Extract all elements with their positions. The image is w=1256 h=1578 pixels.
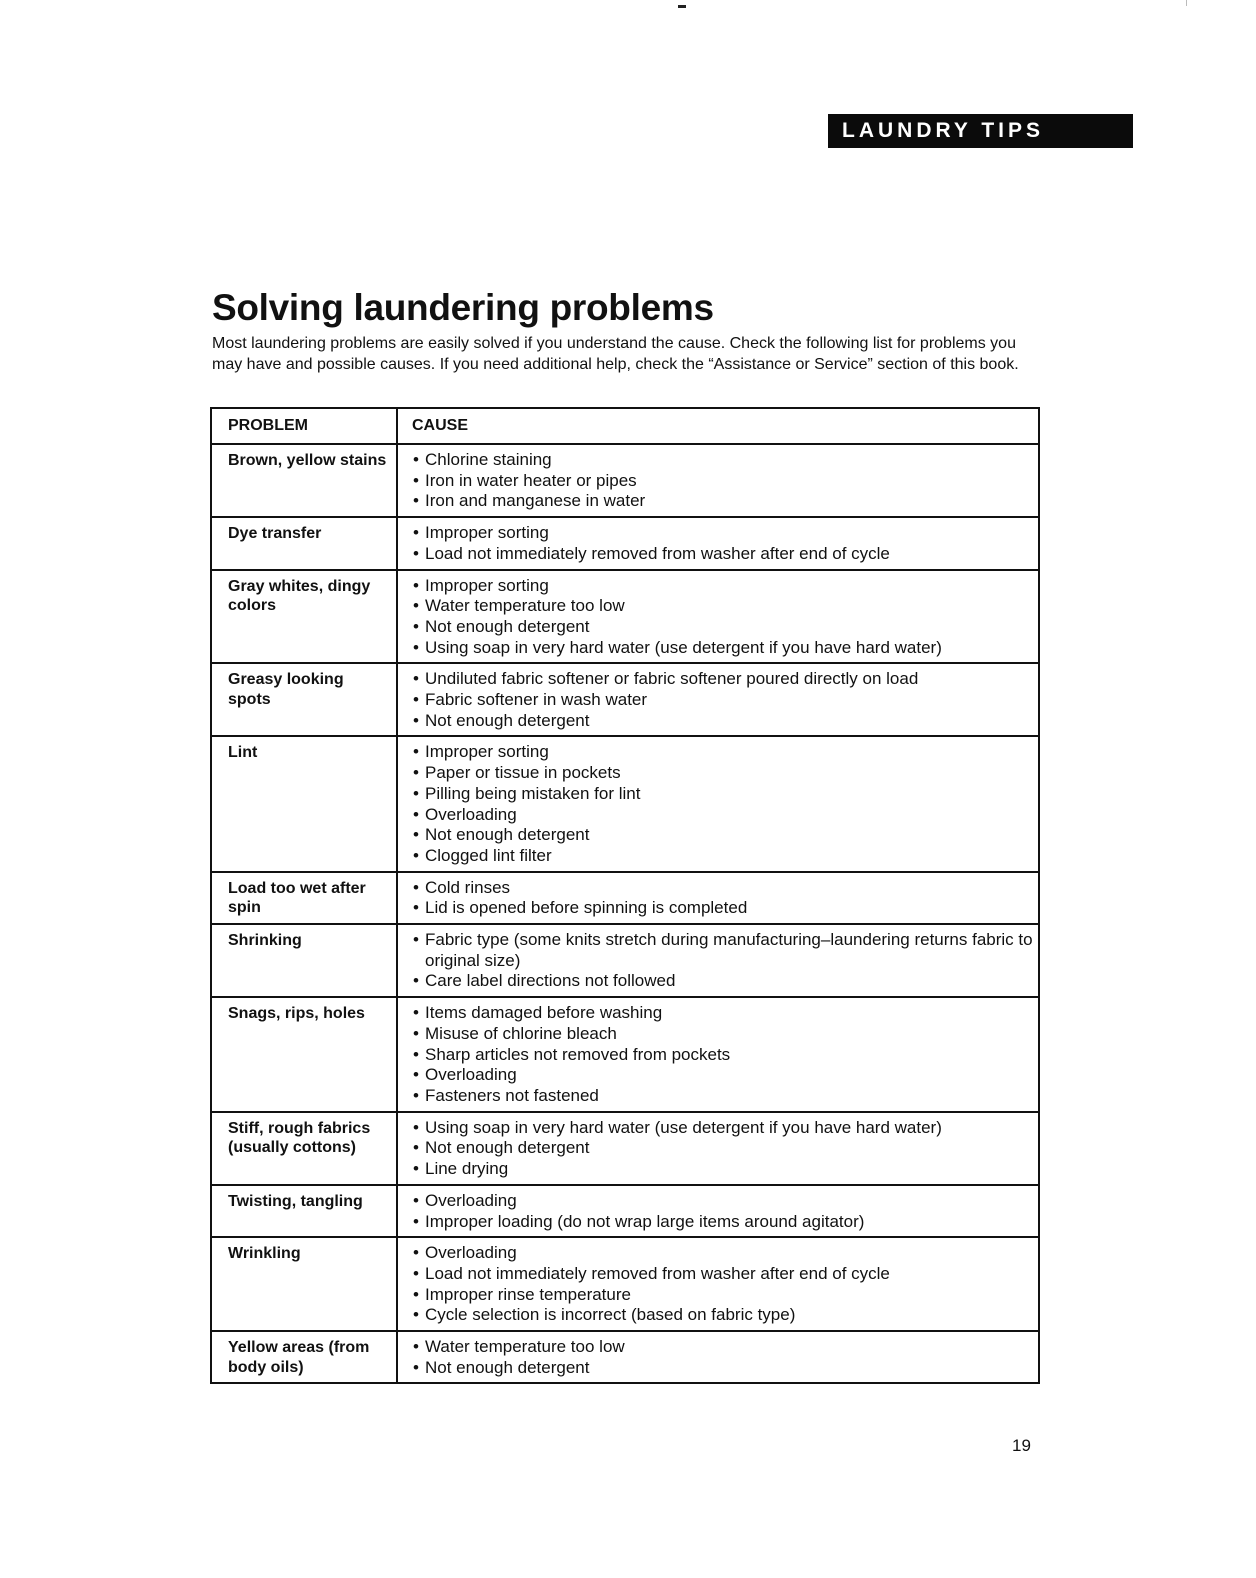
cause-item: • Improper sorting xyxy=(413,576,1034,597)
cause-cell xyxy=(397,736,1039,871)
cause-column-header: CAUSE xyxy=(397,408,1039,444)
cause-cell xyxy=(397,1112,1039,1185)
cause-cell xyxy=(397,1237,1039,1331)
cause-item: • Overloading xyxy=(413,1191,1034,1212)
problem-cell: Shrinking xyxy=(211,924,397,997)
problem-cell: Gray whites, dingy colors xyxy=(211,570,397,664)
cause-cell xyxy=(397,1331,1039,1383)
cause-item: • Overloading xyxy=(413,1243,1034,1264)
cause-item: • Not enough detergent xyxy=(413,711,1034,732)
problem-cell: Twisting, tangling xyxy=(211,1185,397,1237)
cause-item: • Iron in water heater or pipes xyxy=(413,471,1034,492)
scan-mark xyxy=(1186,0,1187,6)
problem-cell: Brown, yellow stains xyxy=(211,444,397,517)
cause-list xyxy=(413,930,1034,992)
cause-cell xyxy=(397,517,1039,569)
problem-cell: Greasy looking spots xyxy=(211,663,397,736)
cause-item: • Water temperature too low xyxy=(413,1337,1034,1358)
table-row xyxy=(211,444,1039,517)
cause-item: • Cycle selection is incorrect (based on fabric type) xyxy=(413,1305,1034,1326)
cause-cell xyxy=(397,1185,1039,1237)
cause-item: • Chlorine staining xyxy=(413,450,1034,471)
cause-item: • Lid is opened before spinning is completed xyxy=(413,898,1034,919)
cause-list xyxy=(413,523,1034,564)
table-row xyxy=(211,663,1039,736)
cause-list xyxy=(413,742,1034,866)
cause-cell xyxy=(397,997,1039,1112)
cause-list xyxy=(413,576,1034,659)
table-row xyxy=(211,736,1039,871)
cause-list xyxy=(413,878,1034,919)
cause-item: • Not enough detergent xyxy=(413,617,1034,638)
cause-item: • Load not immediately removed from washer after end of cycle xyxy=(413,544,1034,565)
cause-list xyxy=(413,1003,1034,1107)
problem-cell: Dye transfer xyxy=(211,517,397,569)
cause-cell xyxy=(397,570,1039,664)
problem-cell: Lint xyxy=(211,736,397,871)
table-header-row xyxy=(211,408,1039,444)
intro-paragraph: Most laundering problems are easily solved if you understand the cause. Check the following list for problems you may have and possible causes. If you need additional help, check the “Assistance or Service” section of this book. xyxy=(212,335,1019,373)
cause-item: • Items damaged before washing xyxy=(413,1003,1034,1024)
page-title: Solving laundering problems xyxy=(212,287,714,328)
cause-item: • Cold rinses xyxy=(413,878,1034,899)
cause-item: • Iron and manganese in water xyxy=(413,491,1034,512)
problem-cell: Stiff, rough fabrics (usually cottons) xyxy=(211,1112,397,1185)
cause-item: • Line drying xyxy=(413,1159,1034,1180)
cause-cell xyxy=(397,924,1039,997)
cause-item: • Using soap in very hard water (use detergent if you have hard water) xyxy=(413,638,1034,659)
cause-item: • Overloading xyxy=(413,805,1034,826)
table-row xyxy=(211,997,1039,1112)
table-row xyxy=(211,1185,1039,1237)
cause-list xyxy=(413,1191,1034,1232)
cause-item: • Improper sorting xyxy=(413,742,1034,763)
scan-mark xyxy=(678,5,686,8)
cause-item: • Fabric softener in wash water xyxy=(413,690,1034,711)
section-tab: LAUNDRY TIPS xyxy=(828,114,1133,148)
cause-list xyxy=(413,1243,1034,1326)
problem-cell: Snags, rips, holes xyxy=(211,997,397,1112)
cause-item: • Undiluted fabric softener or fabric softener poured directly on load xyxy=(413,669,1034,690)
page-number: 19 xyxy=(1012,1436,1031,1455)
cause-list xyxy=(413,669,1034,731)
problem-cell: Wrinkling xyxy=(211,1237,397,1331)
table-row xyxy=(211,517,1039,569)
cause-item: • Improper loading (do not wrap large items around agitator) xyxy=(413,1212,1034,1233)
cause-item: • Clogged lint filter xyxy=(413,846,1034,867)
cause-item: • Paper or tissue in pockets xyxy=(413,763,1034,784)
problems-table-wrapper xyxy=(210,407,1040,1384)
cause-item: • Water temperature too low xyxy=(413,596,1034,617)
cause-item: • Load not immediately removed from washer after end of cycle xyxy=(413,1264,1034,1285)
table-row xyxy=(211,872,1039,924)
cause-cell xyxy=(397,663,1039,736)
cause-item: • Sharp articles not removed from pockets xyxy=(413,1045,1034,1066)
table-row xyxy=(211,1331,1039,1383)
cause-list xyxy=(413,450,1034,512)
cause-item: • Care label directions not followed xyxy=(413,971,1034,992)
table-row xyxy=(211,570,1039,664)
problem-column-header: PROBLEM xyxy=(211,408,397,444)
table-row xyxy=(211,1237,1039,1331)
cause-item: • Improper sorting xyxy=(413,523,1034,544)
problems-table xyxy=(210,407,1040,1384)
cause-item: • Overloading xyxy=(413,1065,1034,1086)
cause-item: • Using soap in very hard water (use detergent if you have hard water) xyxy=(413,1118,1034,1139)
cause-item: • Not enough detergent xyxy=(413,1138,1034,1159)
problem-cell: Load too wet after spin xyxy=(211,872,397,924)
cause-list xyxy=(413,1118,1034,1180)
cause-item: • Not enough detergent xyxy=(413,825,1034,846)
cause-item: • Misuse of chlorine bleach xyxy=(413,1024,1034,1045)
cause-cell xyxy=(397,872,1039,924)
cause-item: • Improper rinse temperature xyxy=(413,1285,1034,1306)
table-body xyxy=(211,444,1039,1383)
cause-item: • Not enough detergent xyxy=(413,1358,1034,1379)
problem-cell: Yellow areas (from body oils) xyxy=(211,1331,397,1383)
table-row xyxy=(211,924,1039,997)
cause-item: • Pilling being mistaken for lint xyxy=(413,784,1034,805)
cause-list xyxy=(413,1337,1034,1378)
cause-item: • Fabric type (some knits stretch during manufacturing–laundering returns fabric to original size) xyxy=(413,930,1034,971)
cause-cell xyxy=(397,444,1039,517)
cause-item: • Fasteners not fastened xyxy=(413,1086,1034,1107)
table-row xyxy=(211,1112,1039,1185)
